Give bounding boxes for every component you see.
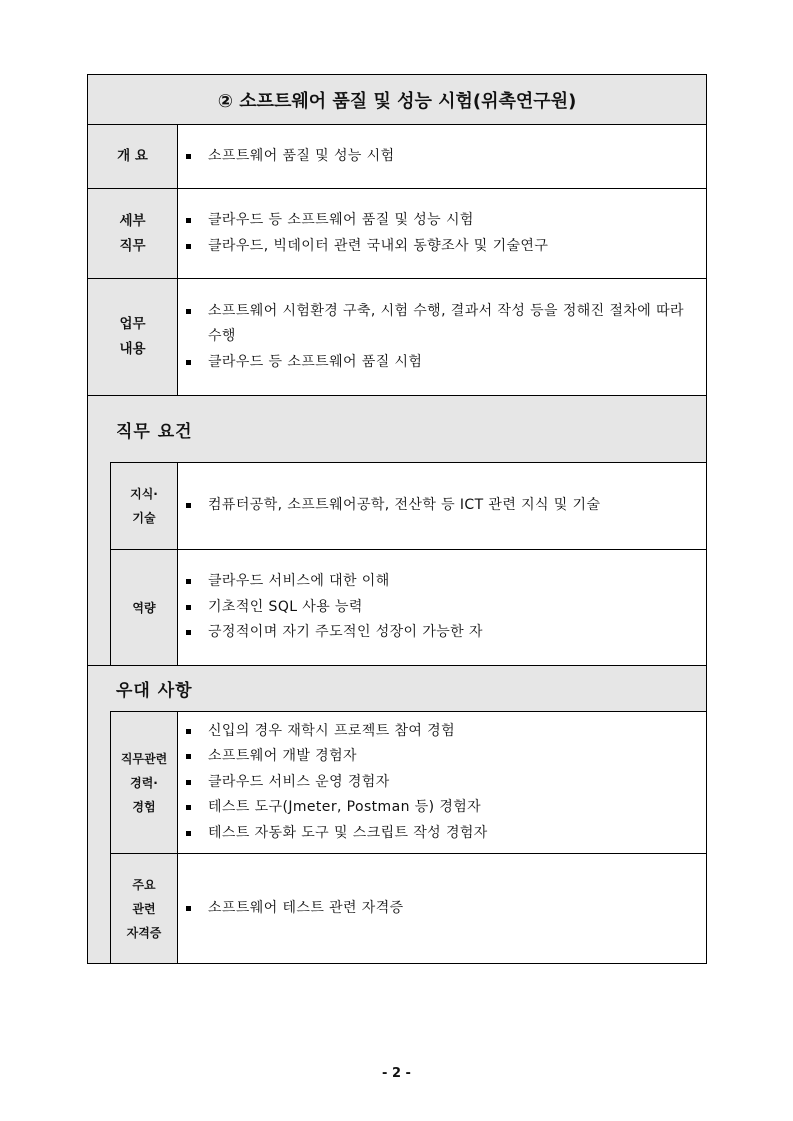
row-label-detailed-duties <box>88 188 177 278</box>
label-line: 세부 <box>119 212 146 229</box>
label-line: 지식· <box>130 487 158 501</box>
label-line: 경력· <box>130 775 158 790</box>
row-label-related-experience <box>110 711 177 853</box>
list-item: 클라우드, 빅데이터 관련 국내외 동향조사 및 기술연구 <box>184 234 698 260</box>
row-content-knowledge-skills <box>177 462 706 549</box>
label-line: 개 요 <box>117 148 148 164</box>
list-item: 클라우드 등 소프트웨어 품질 및 성능 시험 <box>184 208 698 234</box>
table-title: ② 소프트웨어 품질 및 성능 시험(위촉연구원) <box>88 75 706 124</box>
list-item: 클라우드 등 소프트웨어 품질 시험 <box>184 350 698 376</box>
job-description-table <box>87 74 707 964</box>
list-item: 긍정적이며 자기 주도적인 성장이 가능한 자 <box>184 620 698 646</box>
list-item: 소프트웨어 시험환경 구축, 시험 수행, 결과서 작성 등을 정해진 절차에 따라 수행 <box>184 299 698 350</box>
label-line: 업무 <box>119 316 146 332</box>
label-line: 내용 <box>119 341 146 357</box>
row-content-certifications <box>177 853 706 963</box>
row-label-work-content <box>88 278 177 395</box>
label-line: 기술 <box>132 511 156 525</box>
list-item: 컴퓨터공학, 소프트웨어공학, 전산학 등 ICT 관련 지식 및 기술 <box>184 493 698 519</box>
row-label-certifications <box>110 853 177 963</box>
list-item: 테스트 자동화 도구 및 스크립트 작성 경험자 <box>184 821 698 847</box>
row-label-knowledge-skills <box>110 462 177 549</box>
page-number: - 2 - <box>382 1066 411 1081</box>
label-line: 직무관련 <box>120 751 168 766</box>
list-item: 소프트웨어 테스트 관련 자격증 <box>184 896 698 922</box>
label-line: 관련 <box>132 901 156 916</box>
row-content-overview <box>177 124 706 188</box>
section-indent-preferences <box>88 711 110 963</box>
label-line: 주요 <box>132 877 156 892</box>
label-line: 경험 <box>132 799 156 814</box>
section-heading-requirements: 직무 요건 <box>88 395 706 462</box>
row-content-work-content <box>177 278 706 395</box>
list-item: 소프트웨어 품질 및 성능 시험 <box>184 144 698 170</box>
section-heading-preferences: 우대 사항 <box>88 665 706 711</box>
row-content-competency <box>177 549 706 665</box>
row-label-competency <box>110 549 177 665</box>
label-line: 역량 <box>132 600 156 615</box>
label-line: 직무 <box>119 237 146 254</box>
list-item: 클라우드 서비스 운영 경험자 <box>184 770 698 796</box>
row-content-related-experience <box>177 711 706 853</box>
list-item: 기초적인 SQL 사용 능력 <box>184 595 698 621</box>
section-indent-requirements <box>88 462 110 665</box>
row-label-overview <box>88 124 177 188</box>
list-item: 테스트 도구(Jmeter, Postman 등) 경험자 <box>184 795 698 821</box>
list-item: 소프트웨어 개발 경험자 <box>184 744 698 770</box>
label-line: 자격증 <box>126 925 162 940</box>
row-content-detailed-duties <box>177 188 706 278</box>
list-item: 클라우드 서비스에 대한 이해 <box>184 569 698 595</box>
list-item: 신입의 경우 재학시 프로젝트 참여 경험 <box>184 719 698 745</box>
